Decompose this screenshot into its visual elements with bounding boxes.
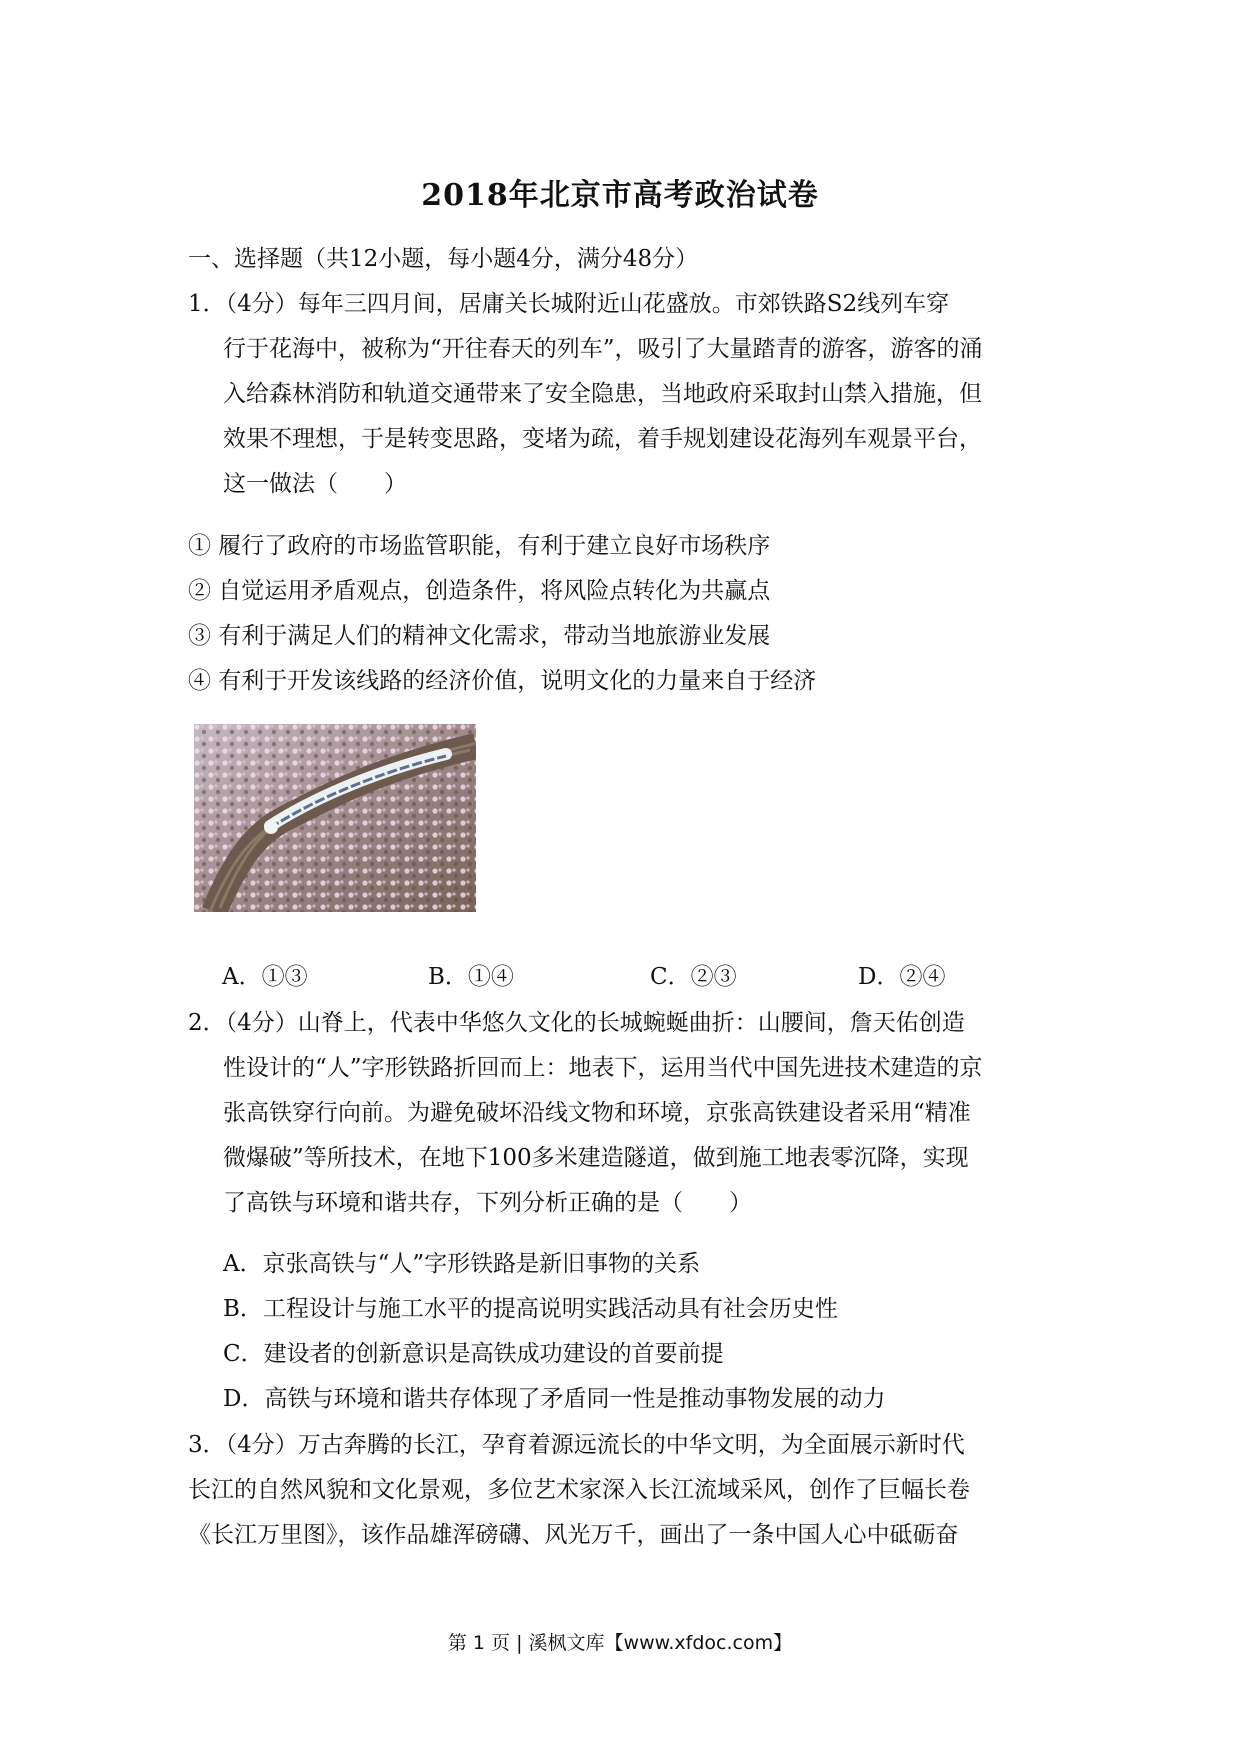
q1-statement-1: ① 履行了政府的市场监管职能，有利于建立良好市场秩序 [188,533,771,559]
q1-line-4: 效果不理想，于是转变思路，变堵为疏，着手规划建设花海列车观景平台， [223,426,982,452]
q3-line-1: 3．（4分）万古奔腾的长江，孕育着源远流长的中华文明，为全面展示新时代 [188,1432,965,1458]
q1-choice-b: B．①④ [428,964,514,990]
q2-line-4: 微爆破”等所技术，在地下100多米建造隧道，做到施工地表零沉降，实现 [223,1145,969,1171]
q1-statement-4: ④ 有利于开发该线路的经济价值，说明文化的力量来自于经济 [188,668,817,694]
page-footer: 第 1 页 | 溪枫文库【www.xfdoc.com】 [447,1632,793,1654]
q2-line-2: 性设计的“人”字形铁路折回而上：地表下，运用当代中国先进技术建造的京 [223,1055,983,1081]
q2-option-a: A．京张高铁与“人”字形铁路是新旧事物的关系 [223,1251,701,1277]
train-in-flowers-photo [194,724,476,912]
page-title: 2018年北京市高考政治试卷 [421,178,819,213]
q1-statement-3: ③ 有利于满足人们的精神文化需求，带动当地旅游业发展 [188,623,771,649]
q3-line-3: 《长江万里图》，该作品雄浑磅礴、风光万千，画出了一条中国人心中砥砺奋 [188,1522,959,1548]
q2-line-3: 张高铁穿行向前。为避免破坏沿线文物和环境，京张高铁建设者采用“精准 [223,1100,971,1126]
q1-choice-d: D．②④ [858,964,946,990]
q2-line-5: 了高铁与环境和谐共存，下列分析正确的是（ ） [223,1190,752,1216]
q1-choice-c: C．②③ [650,964,737,990]
q1-line-2: 行于花海中，被称为“开往春天的列车”，吸引了大量踏青的游客，游客的涌 [223,336,983,362]
q1-statement-2: ② 自觉运用矛盾观点，创造条件，将风险点转化为共赢点 [188,578,771,604]
q1-line-1: 1．（4分）每年三四月间，居庸关长城附近山花盛放。市郊铁路S2线列车穿 [188,291,950,317]
q2-option-b: B．工程设计与施工水平的提高说明实践活动具有社会历史性 [223,1296,838,1322]
q2-option-c: C．建设者的创新意识是高铁成功建设的首要前提 [223,1341,724,1367]
q1-line-5: 这一做法（ ） [223,471,407,497]
q1-choice-a: A．①③ [222,964,308,990]
section-header: 一、选择题（共12小题，每小题4分，满分48分） [188,246,699,272]
q1-line-3: 入给森林消防和轨道交通带来了安全隐患，当地政府采取封山禁入措施，但 [223,381,982,407]
q2-line-1: 2．（4分）山脊上，代表中华悠久文化的长城蜿蜒曲折：山腰间，詹天佑创造 [188,1010,965,1036]
q3-line-2: 长江的自然风貌和文化景观，多位艺术家深入长江流域采风，创作了巨幅长卷 [188,1477,970,1503]
q2-option-d: D．高铁与环境和谐共存体现了矛盾同一性是推动事物发展的动力 [223,1386,886,1412]
